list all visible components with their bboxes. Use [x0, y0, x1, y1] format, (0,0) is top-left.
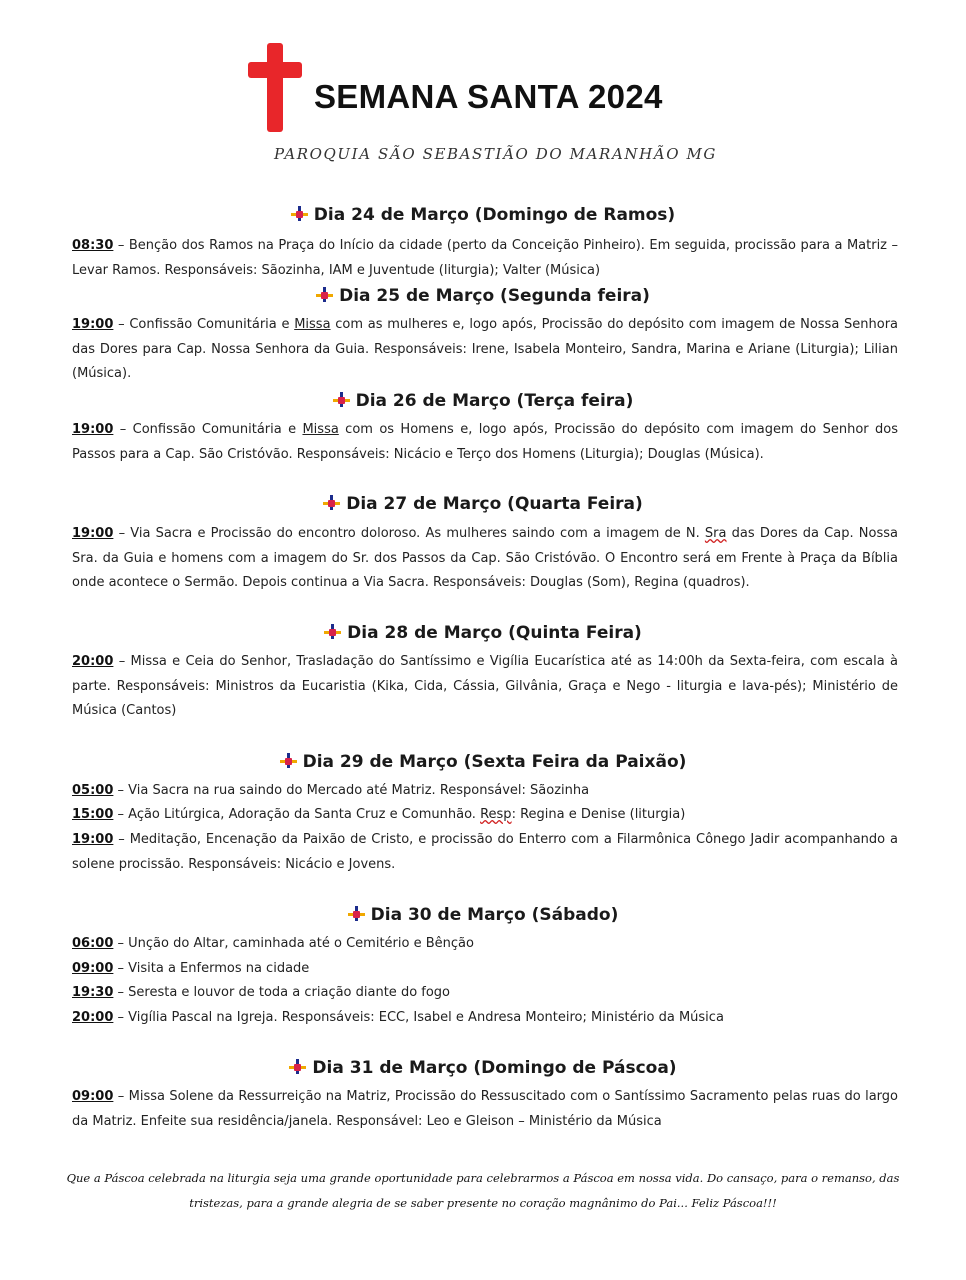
day-28-entry: 20:00 – Missa e Ceia do Senhor, Trasladação do Santíssimo e Vigília Eucarística até as 14:00h da Sexta-feira, com escala à parte. Responsáveis: Ministros da Eucaristia (Kika, Cida, Cássia, Gilvânia, Graça e Nego - liturgia e lava-pés); Ministério de Música (Cantos) [72, 654, 898, 718]
day-30-entry-3: 19:30 – Seresta e louvor de toda a criação diante do fogo [72, 985, 451, 1000]
cross-bullet-icon [348, 906, 365, 921]
day-30-entry-2: 09:00 – Visita a Enfermos na cidade [72, 961, 310, 976]
day-heading-30: Dia 30 de Março (Sábado) [0, 905, 966, 925]
cross-bullet-icon [333, 392, 350, 407]
red-cross-icon [248, 43, 302, 132]
day-heading-29: Dia 29 de Março (Sexta Feira da Paixão) [0, 752, 966, 772]
day-25-entry: 19:00 – Confissão Comunitária e Missa com as mulheres e, logo após, Procissão do depósito com imagem de Nossa Senhora das Dores para Cap. Nossa Senhora da Guia. Responsáveis: Irene, Isabela Monteiro, Sandra, Marina e Ariane (Liturgia); Lilian (Música). [72, 317, 899, 381]
day-29-entry-2: 15:00 – Ação Litúrgica, Adoração da Santa Cruz e Comunhão. Resp: Regina e Denise (liturgia) [72, 807, 686, 822]
day-heading-25: Dia 25 de Março (Segunda feira) [0, 286, 966, 306]
day-30-entry-1: 06:00 – Unção do Altar, caminhada até o Cemitério e Bênção [72, 936, 474, 951]
cross-bullet-icon [316, 287, 333, 302]
day-heading-24: Dia 24 de Março (Domingo de Ramos) [0, 205, 966, 225]
cross-bullet-icon [280, 753, 297, 768]
day-31-entry: 09:00 – Missa Solene da Ressurreição na Matriz, Procissão do Ressuscitado com o Santíssimo Sacramento pelas ruas do largo da Matriz. Enfeite sua residência/janela. Responsável: Leo e Gleison – Ministério da Música [72, 1089, 898, 1129]
day-heading-26: Dia 26 de Março (Terça feira) [0, 391, 966, 411]
day-heading-31: Dia 31 de Março (Domingo de Páscoa) [0, 1058, 966, 1078]
day-29-entry-3: 19:00 – Meditação, Encenação da Paixão de Cristo, e procissão do Enterro com a Filarmônica Cônego Jadir acompanhando a solene procissão. Responsáveis: Nicácio e Jovens. [72, 832, 898, 872]
cross-bullet-icon [289, 1059, 306, 1074]
day-heading-28: Dia 28 de Março (Quinta Feira) [0, 623, 966, 643]
parish-subtitle: PAROQUIA SÃO SEBASTIÃO DO MARANHÃO MG [274, 145, 718, 163]
cross-bullet-icon [324, 624, 341, 639]
day-26-entry: 19:00 – Confissão Comunitária e Missa com os Homens e, logo após, Procissão do depósito com imagem do Senhor dos Passos para a Cap. São Cristóvão. Responsáveis: Nicácio e Terço dos Homens (Liturgia); Douglas (Música). [72, 422, 898, 462]
day-heading-27: Dia 27 de Março (Quarta Feira) [0, 494, 966, 514]
day-29-entry-1: 05:00 – Via Sacra na rua saindo do Mercado até Matriz. Responsável: Sãozinha [72, 783, 590, 798]
day-27-entry: 19:00 – Via Sacra e Procissão do encontro doloroso. As mulheres saindo com a imagem de N. Sra das Dores da Cap. Nossa Sra. da Guia e homens com a imagem do Sr. dos Passos da Cap. São Cristóvão. O Encontro será em Frente à Praça da Bíblia onde acontece o Sermão. Depois continua a Via Sacra. Responsáveis: Douglas (Som), Regina (quadros). [72, 526, 898, 590]
day-30-entry-4: 20:00 – Vigília Pascal na Igreja. Responsáveis: ECC, Isabel e Andresa Monteiro; Ministério da Música [72, 1010, 724, 1025]
day-24-entry: 08:30 – Benção dos Ramos na Praça do Início da cidade (perto da Conceição Pinheiro). Em seguida, procissão para a Matriz – Levar Ramos. Responsáveis: Sãozinha, IAM e Juventude (liturgia); Valter (Música) [72, 238, 898, 278]
cross-bullet-icon [323, 495, 340, 510]
page-title: SEMANA SANTA 2024 [314, 78, 663, 115]
easter-message: Que a Páscoa celebrada na liturgia seja uma grande oportunidade para celebrarmos a Páscoa em nossa vida. Do cansaço, para o remanso, das tristezas, para a grande alegria de se saber presente no coração magnânimo do Pai... Feliz Páscoa!!! [66, 1171, 900, 1210]
cross-bullet-icon [291, 206, 308, 221]
